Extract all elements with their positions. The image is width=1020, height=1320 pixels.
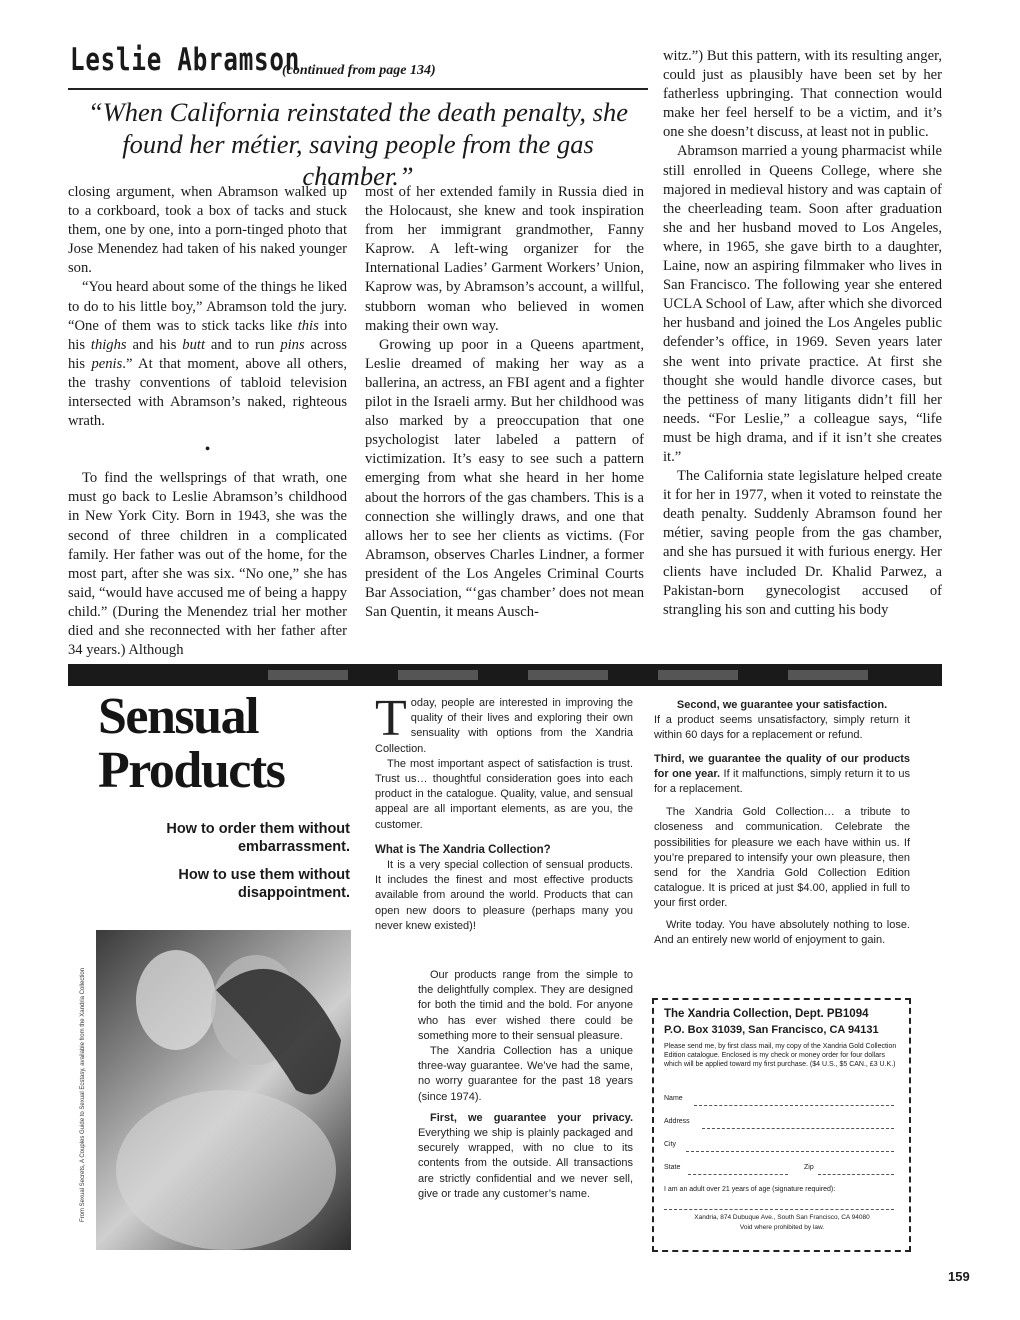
article-column-2 bbox=[365, 183, 644, 622]
ad-subheading-use: How to use them without disappointment. bbox=[178, 867, 350, 901]
coupon-city-label: City bbox=[664, 1141, 677, 1148]
city-field[interactable] bbox=[686, 1150, 894, 1152]
paragraph: witz.”) But this pattern, with its resulting anger, could just as plausibly have been set by her fatherless upbringing. That connection would make her feel herself to be a victim, and it’s one she doesn’t discuss, at least not in public. bbox=[663, 48, 942, 141]
address-field[interactable] bbox=[702, 1127, 894, 1129]
ad-top-bar bbox=[68, 664, 942, 686]
couple-photo-illustration bbox=[96, 930, 351, 1250]
ad-what-text: It is a very special collection of sensual products. It includes the finest and most effective products available from around the world. Products that can open new doors to pleasure (perhaps many you never knew existed)! bbox=[375, 859, 633, 932]
ad-text-column-1 bbox=[375, 690, 633, 934]
ad-second-heading: Second, we guarantee your satisfaction. bbox=[676, 699, 888, 711]
paragraph: Growing up poor in a Queens apartment, Leslie dreamed of making her way as a ballerina, an actress, an FBI agent and a fighter pilot in the Israeli army. But her childhood was also marked by a preoccupation that one psychologist later labeled a pattern of victimization. It’s easy to see such a pattern emerging from what she heard in her home about the horrors of the gas chambers. This is a connection she willingly draws, and one that allows her to see her clients as victims. (For Abramson, observes Charles Lindner, a former president of the Los Angeles Criminal Courts Bar Association, “‘gas chamber’ does not mean San Quentin, it means Ausch- bbox=[365, 336, 644, 621]
photo-credit: From Sexual Secrets, A Couples Guide to Sexual Ecstasy, available from the Xandria Collection bbox=[80, 968, 86, 1223]
paragraph: Abramson married a young pharmacist while still enrolled in Queens College, where she majored in medieval history and was captain of the cheerleading team. Soon after graduation she and her husband moved to Los Angeles, where, in 1965, she gave birth to a daughter, Laine, now an aspiring filmmaker who lives in San Francisco. The following year she entered UCLA School of Law, after which she divorced her husband and joined the Los Angeles public defender’s office, in 1969. Seven years later she went into private practice. At first she thought she would handle divorce cases, but the pettiness of many litigants didn’t fill her needs. “For Leslie,” a colleague says, “life must be high drama, and if it isn’t she creates it.” bbox=[663, 143, 942, 465]
paragraph: most of her extended family in Russia died in the Holocaust, she knew and took inspiration from her immigrant grandmother, Fanny Kaprow. A left-wing organizer for the International Ladies’ Garment Workers’ Union, Kaprow was, by Abramson’s account, a willful, stubborn woman who believed in women making their own way. bbox=[365, 184, 644, 334]
zip-field[interactable] bbox=[818, 1173, 894, 1175]
paragraph: The California state legislature helped create it for her in 1977, when it voted to reinstate the death penalty. Suddenly Abramson found her métier, saving people from the gas chamber, and she has pursued it with furious energy. Her clients have included Dr. Khalid Parwez, a Pakistan-born gynecologist accused of strangling his son and cutting his body bbox=[663, 468, 942, 618]
name-field[interactable] bbox=[694, 1104, 894, 1106]
ad-trust: The most important aspect of satisfaction is trust. Trust us… thoughtful consideration goes into each product in the catalogue. Quality, value, and sensual appeal are all important elements, as are you, the customer. bbox=[375, 757, 633, 831]
ad-write: Write today. You have absolutely nothing to lose. And an entirely new world of enjoyment to gain. bbox=[654, 918, 910, 946]
paragraph: To find the wellsprings of that wrath, one must go back to Leslie Abramson’s childhood in New York City. Born in 1943, she was the second of three children in a complicated family. Her father was out of the home, for the most part, after she was six. “No one,” she has said, “would have accused me of being a happy child.” (During the Menendez trial her mother died and she reconnected with her father after 34 years.) Although bbox=[68, 470, 347, 659]
article-column-1 bbox=[68, 183, 347, 660]
signature-field[interactable] bbox=[664, 1208, 894, 1210]
coupon-footer-address: Xandria, 874 Dubuque Ave., South San Francisco, CA 94080 bbox=[694, 1214, 870, 1221]
ad-range: Our products range from the simple to the delightfully complex. They are designed for both the timid and the bold. For anyone who has ever wished there could be something more to their sensual pleasure. bbox=[418, 969, 633, 1042]
coupon-address-label: Address bbox=[664, 1118, 690, 1125]
coupon-state-label: State bbox=[664, 1164, 681, 1171]
article-title: Leslie Abramson bbox=[70, 42, 301, 78]
order-coupon bbox=[652, 998, 911, 1252]
ad-what-heading: What is The Xandria Collection? bbox=[375, 843, 551, 856]
ad-first-guarantee: First, we guarantee your privacy. Everything we ship is plainly packaged and securely wrapped, with no clue to its contents from the outside. All transactions are strictly confidential and we never sell, give or trade any customer’s name. bbox=[418, 1111, 633, 1200]
state-field[interactable] bbox=[688, 1173, 788, 1175]
coupon-name-label: Name bbox=[664, 1095, 683, 1102]
ad-title: Sensual Products bbox=[98, 688, 285, 799]
coupon-address: P.O. Box 31039, San Francisco, CA 94131 bbox=[664, 1024, 879, 1036]
coupon-footer-void: Void where prohibited by law. bbox=[739, 1224, 825, 1231]
drop-cap: T bbox=[375, 690, 407, 747]
ad-text-column-2 bbox=[654, 698, 910, 948]
ad-text-column-1b bbox=[418, 968, 633, 1202]
coupon-adult-label: I am an adult over 21 years of age (signature required): bbox=[664, 1186, 836, 1193]
coupon-dept: The Xandria Collection, Dept. PB1094 bbox=[664, 1008, 869, 1020]
paragraph: “You heard about some of the things he liked to do to his little boy,” Abramson told the jury. “One of them was to stick tacks like this into his thighs and his butt and to run pins across his penis.” At that moment, above all others, the trashy conventions of tabloid television intersected with Abramson’s naked, righteous wrath. bbox=[68, 279, 347, 430]
page-number: 159 bbox=[948, 1269, 970, 1284]
ad-guarantee: The Xandria Collection has a unique three-way guarantee. We’ve had the same, no worry guarantee for the past 18 years (since 1974). bbox=[418, 1045, 633, 1103]
pull-quote: “When California reinstated the death penalty, she found her métier, saving people from the gas chamber.” bbox=[87, 97, 628, 191]
article-column-3 bbox=[663, 47, 942, 620]
ad-intro: oday, people are interested in improving the quality of their lives and exploring their own sensuality with options from the Xandria Collection. bbox=[375, 697, 633, 755]
ad-photo bbox=[96, 930, 351, 1250]
coupon-body: Please send me, by first class mail, my copy of the Xandria Gold Collection Edition catalogue. Enclosed is my check or money order for four dollars which will be applied toward my first purchase. ($4 U.S., $5 CAN., £3 U.K.) bbox=[664, 1043, 897, 1068]
section-bullet: • bbox=[204, 441, 211, 459]
continued-note: (continued from page 134) bbox=[282, 63, 436, 78]
coupon-zip-label: Zip bbox=[804, 1164, 814, 1171]
ad-second-text: If a product seems unsatisfactory, simply return it within 60 days for a replacement or refund. bbox=[654, 714, 910, 742]
paragraph: closing argument, when Abramson walked up to a corkboard, took a box of tacks and stuck them, one by one, into a porn-tinged photo that Jose Menendez had taken of his naked younger son. bbox=[68, 184, 347, 277]
ad-gold: The Xandria Gold Collection… a tribute to closeness and communication. Celebrate the possibilities for pleasure we each have within us. If you’re prepared to intensify your own pleasure, then send for the Xandria Gold Collection Edition catalogue. It is priced at just $4.00, applied in full to your first order. bbox=[654, 806, 910, 910]
ad-third-guarantee: Third, we guarantee the quality of our products for one year. If it malfunctions, simply return it to us for a replacement. bbox=[654, 752, 910, 796]
header-rule bbox=[68, 88, 648, 90]
ad-subheading-order: How to order them without embarrassment. bbox=[166, 821, 350, 855]
